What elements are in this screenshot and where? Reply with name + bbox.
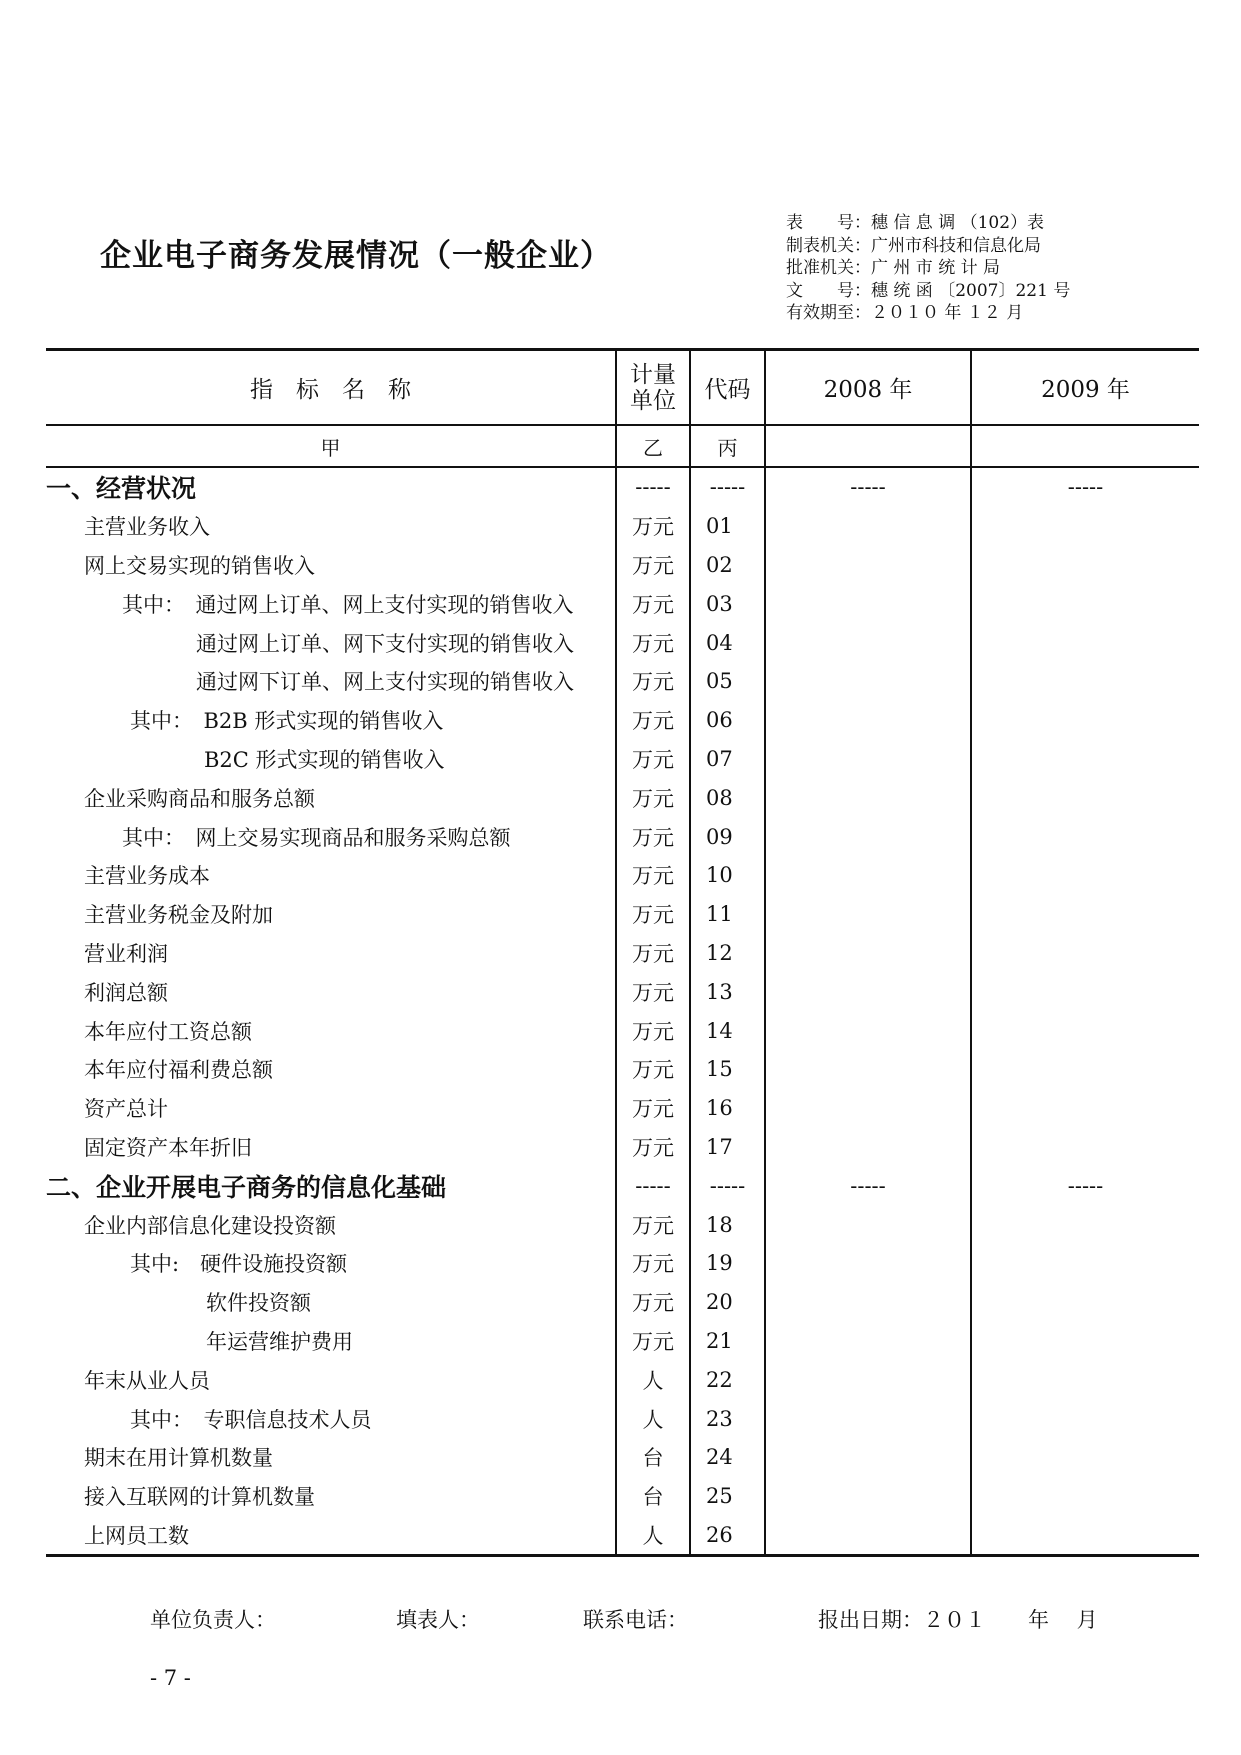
header-year-2009: 2009 年 (971, 350, 1199, 426)
row-code: 04 (690, 623, 765, 662)
row-value-2008[interactable] (765, 1050, 971, 1089)
row-unit: 万元 (616, 895, 690, 934)
table-row (46, 623, 1199, 662)
row-unit: 人 (616, 1399, 690, 1438)
table-row (46, 740, 1199, 779)
table-row (46, 1011, 1199, 1050)
row-value-2008[interactable] (765, 895, 971, 934)
row-value-2008[interactable] (765, 1283, 971, 1322)
row-code: 22 (690, 1360, 765, 1399)
row-value-2009[interactable] (971, 856, 1199, 895)
row-unit: 万元 (616, 701, 690, 740)
row-code: 17 (690, 1128, 765, 1167)
header-code: 代码 (690, 350, 765, 426)
row-indicator-name: 本年应付福利费总额 (84, 1058, 273, 1083)
row-code: 10 (690, 856, 765, 895)
page-number: - 7 - (150, 1666, 191, 1690)
row-indicator-name: 通过网下订单、网上支付实现的销售收入 (196, 670, 574, 695)
row-value-2009[interactable] (971, 1477, 1199, 1516)
row-value-2009[interactable] (971, 895, 1199, 934)
row-value-2008[interactable] (765, 623, 971, 662)
row-code: 02 (690, 546, 765, 585)
row-code: 14 (690, 1011, 765, 1050)
row-code: 25 (690, 1477, 765, 1516)
table-body (46, 467, 1199, 1556)
row-indicator-name: 通过网上订单、网下支付实现的销售收入 (196, 631, 574, 656)
row-unit: 万元 (616, 662, 690, 701)
row-value-2009[interactable] (971, 623, 1199, 662)
footer-report-date: 报出日期：２０１ 年 月 (818, 1608, 1098, 1632)
row-value-2008[interactable] (765, 507, 971, 546)
row-code: 21 (690, 1322, 765, 1361)
row-value-2008[interactable] (765, 1516, 971, 1556)
row-value-2009[interactable] (971, 778, 1199, 817)
header-indicator-name: 指 标 名 称 (46, 350, 616, 426)
row-value-2009[interactable] (971, 740, 1199, 779)
row-value-2008[interactable] (765, 546, 971, 585)
row-value-2009[interactable] (971, 1050, 1199, 1089)
table-row (46, 662, 1199, 701)
row-value-2009[interactable] (971, 1360, 1199, 1399)
row-unit: 万元 (616, 507, 690, 546)
table-row (46, 778, 1199, 817)
row-unit: 万元 (616, 1128, 690, 1167)
table-row (46, 1438, 1199, 1477)
row-value-2008[interactable] (765, 1128, 971, 1167)
footer-form-filler: 填表人： (396, 1608, 480, 1632)
row-value-2009[interactable] (971, 1205, 1199, 1244)
subheader-bing: 丙 (690, 425, 765, 467)
row-indicator-name: 其中： 通过网上订单、网上支付实现的销售收入 (122, 592, 574, 617)
row-value-2009[interactable] (971, 701, 1199, 740)
meta-form-number: 表 号：穗 信 息 调 （102）表 (786, 213, 1045, 233)
row-value-2008[interactable] (765, 972, 971, 1011)
row-value-2009[interactable] (971, 1128, 1199, 1167)
row-indicator-name: 主营业务成本 (84, 864, 210, 889)
row-value-2009[interactable] (971, 817, 1199, 856)
row-indicator-name: B2C 形式实现的销售收入 (204, 747, 445, 772)
table-row (46, 1128, 1199, 1167)
row-unit: 万元 (616, 856, 690, 895)
header-unit (616, 350, 690, 426)
subheader-blank-2009 (971, 425, 1199, 467)
row-value-2009[interactable] (971, 584, 1199, 623)
row-code: 23 (690, 1399, 765, 1438)
row-unit: 万元 (616, 1050, 690, 1089)
row-indicator-name: 软件投资额 (206, 1291, 311, 1316)
table-header-row (46, 350, 1199, 426)
footer-contact-phone: 联系电话： (583, 1608, 688, 1632)
row-code: ----- (690, 1166, 765, 1205)
row-indicator-name: 其中： 专职信息技术人员 (130, 1407, 372, 1432)
row-code: 05 (690, 662, 765, 701)
table-row (46, 1399, 1199, 1438)
section-row (46, 467, 1199, 507)
table-row (46, 584, 1199, 623)
row-value-2009[interactable] (971, 1516, 1199, 1556)
table-row (46, 507, 1199, 546)
table-row (46, 1050, 1199, 1089)
row-indicator-name: 上网员工数 (46, 1516, 616, 1556)
row-code: 18 (690, 1205, 765, 1244)
row-indicator-name: 其中： 网上交易实现商品和服务采购总额 (122, 825, 511, 850)
table-row (46, 817, 1199, 856)
row-value-2009[interactable] (971, 1011, 1199, 1050)
row-value-2009[interactable] (971, 1399, 1199, 1438)
row-unit: 万元 (616, 584, 690, 623)
row-value-2008: ----- (765, 1166, 971, 1205)
form-title: 企业电子商务发展情况（一般企业） (100, 238, 612, 274)
row-value-2008: ----- (765, 467, 971, 507)
table-row (46, 1244, 1199, 1283)
row-indicator-name: 其中: 硬件设施投资额 (130, 1252, 348, 1277)
row-value-2009[interactable] (971, 1438, 1199, 1477)
row-unit: 人 (616, 1360, 690, 1399)
row-indicator-name: 二、企业开展电子商务的信息化基础 (46, 1172, 447, 1202)
indicator-table (46, 348, 1199, 1557)
row-indicator-name: 利润总额 (84, 980, 168, 1005)
table-row (46, 546, 1199, 585)
row-indicator-name: 一、经营状况 (46, 474, 197, 504)
row-value-2009: ----- (971, 1166, 1199, 1205)
row-value-2009[interactable] (971, 972, 1199, 1011)
row-value-2009[interactable] (971, 1244, 1199, 1283)
row-value-2009[interactable] (971, 934, 1199, 973)
table-row (46, 856, 1199, 895)
row-value-2009[interactable] (971, 662, 1199, 701)
row-value-2008[interactable] (765, 1477, 971, 1516)
row-unit: 万元 (616, 934, 690, 973)
subheader-blank-2008 (765, 425, 971, 467)
row-unit: 万元 (616, 1283, 690, 1322)
meta-document-number: 文 号：穗 统 函 〔2007〕221 号 (786, 280, 1071, 301)
row-code: 07 (690, 740, 765, 779)
table-row (46, 1360, 1199, 1399)
row-unit: 万元 (616, 740, 690, 779)
header-year-2008: 2008 年 (765, 350, 971, 426)
subheader-jia: 甲 (46, 425, 616, 467)
meta-approving-agency: 批准机关：广 州 市 统 计 局 (786, 258, 1001, 278)
row-unit: 万元 (616, 623, 690, 662)
table-row (46, 1089, 1199, 1128)
row-value-2008[interactable] (765, 584, 971, 623)
row-unit: 万元 (616, 1244, 690, 1283)
row-unit: 台 (616, 1477, 690, 1516)
row-indicator-name: 年运营维护费用 (206, 1329, 353, 1354)
row-indicator-name: 网上交易实现的销售收入 (84, 553, 315, 578)
row-value-2008[interactable] (765, 1360, 971, 1399)
table-row (46, 1322, 1199, 1361)
row-code: 12 (690, 934, 765, 973)
row-value-2008[interactable] (765, 662, 971, 701)
row-indicator-name: 企业内部信息化建设投资额 (84, 1213, 336, 1238)
row-value-2008[interactable] (765, 740, 971, 779)
row-unit: 万元 (616, 1011, 690, 1050)
row-value-2009[interactable] (971, 1322, 1199, 1361)
subheader-yi: 乙 (616, 425, 690, 467)
row-unit: ----- (616, 1166, 690, 1205)
row-value-2008[interactable] (765, 1322, 971, 1361)
row-value-2009[interactable] (971, 1283, 1199, 1322)
row-unit: 万元 (616, 972, 690, 1011)
row-indicator-name: 主营业务收入 (84, 515, 210, 540)
row-code: 06 (690, 701, 765, 740)
row-value-2008[interactable] (765, 1089, 971, 1128)
footer-unit-leader: 单位负责人： (150, 1608, 276, 1632)
row-unit: 万元 (616, 1089, 690, 1128)
row-code: 01 (690, 507, 765, 546)
row-code: 20 (690, 1283, 765, 1322)
row-indicator-name: 其中： B2B 形式实现的销售收入 (130, 709, 444, 734)
row-unit: 万元 (616, 778, 690, 817)
row-code: 09 (690, 817, 765, 856)
header-unit-line1: 计量 (630, 361, 676, 388)
row-unit: 万元 (616, 1322, 690, 1361)
row-value-2008[interactable] (765, 1244, 971, 1283)
row-value-2008[interactable] (765, 1399, 971, 1438)
row-value-2008[interactable] (765, 934, 971, 973)
row-value-2008[interactable] (765, 817, 971, 856)
section-row (46, 1166, 1199, 1205)
meta-issuing-agency: 制表机关：广州市科技和信息化局 (786, 235, 1041, 256)
row-value-2008[interactable] (765, 701, 971, 740)
table-subheader-row (46, 425, 1199, 467)
table-row (46, 1477, 1199, 1516)
row-code: 26 (690, 1516, 765, 1556)
row-code: 11 (690, 895, 765, 934)
row-code: 03 (690, 584, 765, 623)
row-unit: ----- (616, 467, 690, 507)
table-row (46, 1516, 1199, 1556)
row-indicator-name: 营业利润 (84, 941, 168, 966)
row-value-2008[interactable] (765, 1205, 971, 1244)
row-value-2009: ----- (971, 467, 1199, 507)
row-unit: 万元 (616, 1205, 690, 1244)
row-indicator-name: 主营业务税金及附加 (84, 903, 273, 928)
row-value-2008[interactable] (765, 1438, 971, 1477)
row-value-2009[interactable] (971, 546, 1199, 585)
table-row (46, 1205, 1199, 1244)
table-row (46, 895, 1199, 934)
table-row (46, 701, 1199, 740)
row-code: 16 (690, 1089, 765, 1128)
row-unit: 人 (616, 1516, 690, 1556)
row-indicator-name: 年末从业人员 (84, 1368, 210, 1393)
row-unit: 台 (616, 1438, 690, 1477)
row-value-2008[interactable] (765, 856, 971, 895)
row-indicator-name: 资产总计 (84, 1097, 168, 1122)
meta-valid-until: 有效期至：２０１０ 年 １２ 月 (786, 303, 1024, 323)
row-indicator-name: 期末在用计算机数量 (84, 1446, 273, 1471)
row-indicator-name: 本年应付工资总额 (84, 1019, 252, 1044)
table-row (46, 934, 1199, 973)
row-indicator-name: 企业采购商品和服务总额 (84, 786, 315, 811)
form-meta-info (786, 212, 1070, 325)
table-row (46, 1283, 1199, 1322)
row-unit: 万元 (616, 817, 690, 856)
row-value-2008[interactable] (765, 778, 971, 817)
header-unit-line2: 单位 (630, 387, 676, 414)
row-code: 13 (690, 972, 765, 1011)
row-unit: 万元 (616, 546, 690, 585)
row-code: 19 (690, 1244, 765, 1283)
row-code: 08 (690, 778, 765, 817)
table-row (46, 972, 1199, 1011)
row-indicator-name: 固定资产本年折旧 (84, 1135, 252, 1160)
row-value-2009[interactable] (971, 1089, 1199, 1128)
row-code: ----- (690, 467, 765, 507)
row-code: 15 (690, 1050, 765, 1089)
row-value-2009[interactable] (971, 507, 1199, 546)
row-indicator-name: 接入互联网的计算机数量 (84, 1485, 315, 1510)
row-code: 24 (690, 1438, 765, 1477)
row-value-2008[interactable] (765, 1011, 971, 1050)
